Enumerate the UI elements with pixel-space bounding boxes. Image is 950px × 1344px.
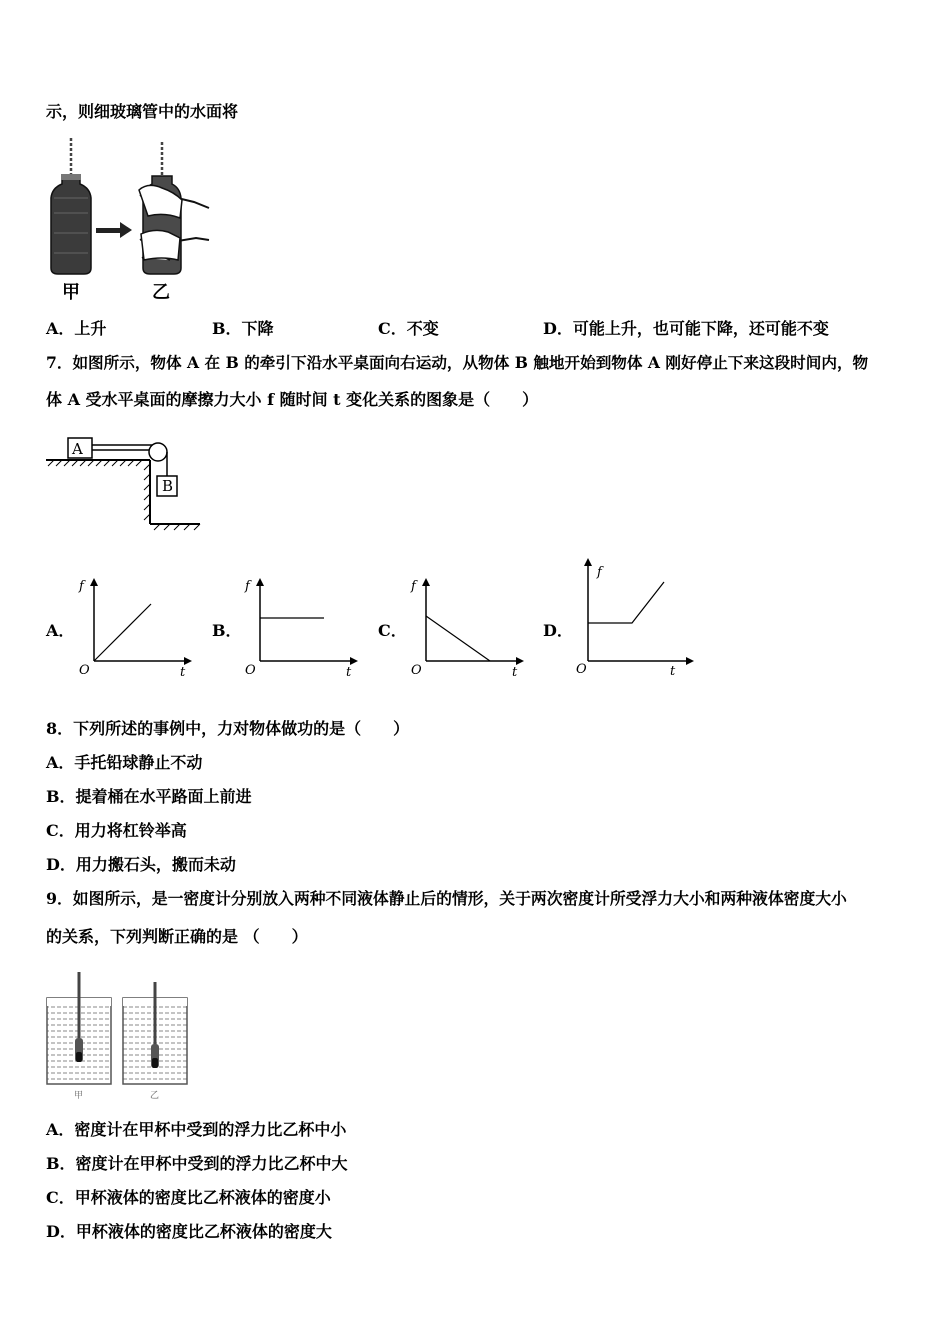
q9-option-c[interactable]: C．甲杯液体的密度比乙杯液体的密度小 bbox=[46, 1188, 331, 1207]
q8-option-b[interactable]: B．提着桶在水平路面上前进 bbox=[46, 787, 252, 806]
graph-c-origin: O bbox=[411, 663, 422, 678]
q7-stem-line1: 7．如图所示，物体 A 在 B 的牵引下沿水平桌面向右运动，从物体 B 触地开始到物体 A 刚好停止下来这段时间内，物 bbox=[46, 353, 869, 372]
q7-stem-line2: 体 A 受水平桌面的摩擦力大小 f 随时间 t 变化关系的图象是（ ） bbox=[46, 390, 539, 409]
q9-stem-line2: 的关系，下列判断正确的是 （ ） bbox=[46, 927, 308, 946]
graph-c-y-label: f bbox=[411, 579, 416, 594]
q9-option-b[interactable]: B．密度计在甲杯中受到的浮力比乙杯中大 bbox=[46, 1154, 348, 1173]
beaker-yi bbox=[123, 982, 187, 1084]
q8-option-a[interactable]: A．手托铅球静止不动 bbox=[46, 753, 203, 772]
q6-option-d[interactable]: D．可能上升，也可能下降，还可能不变 bbox=[543, 319, 829, 338]
fig-label-jia: 甲 bbox=[62, 282, 80, 303]
q9-option-d[interactable]: D．甲杯液体的密度比乙杯液体的密度大 bbox=[46, 1222, 332, 1241]
block-b-label: B bbox=[162, 477, 174, 495]
arrow-icon bbox=[96, 222, 132, 238]
bottle-figure bbox=[44, 138, 224, 303]
q6-stem-tail: 示，则细玻璃管中的水面将 bbox=[46, 102, 239, 121]
block-a-label: A bbox=[72, 440, 83, 458]
q7-graph-label-b[interactable]: B． bbox=[212, 621, 242, 640]
q8-stem: 8．下列所述的事例中，力对物体做功的是（ ） bbox=[46, 719, 410, 738]
beaker-label-jia: 甲 bbox=[74, 1091, 84, 1101]
bottle-jia bbox=[51, 138, 91, 274]
graph-d-y-label: f bbox=[597, 565, 602, 580]
graph-a-y-label: f bbox=[79, 579, 84, 594]
fig-label-yi: 乙 bbox=[152, 282, 170, 303]
graph-b-y-label: f bbox=[245, 579, 250, 594]
q7-graph-label-c[interactable]: C． bbox=[378, 621, 407, 640]
q6-option-b[interactable]: B．下降 bbox=[212, 319, 274, 338]
q6-option-c[interactable]: C．不变 bbox=[378, 319, 439, 338]
graph-b-origin: O bbox=[245, 663, 256, 678]
q6-option-a[interactable]: A．上升 bbox=[46, 319, 107, 338]
graph-c-x-label: t bbox=[512, 665, 518, 680]
graph-d-origin: O bbox=[576, 662, 587, 677]
q9-option-a[interactable]: A．密度计在甲杯中受到的浮力比乙杯中小 bbox=[46, 1120, 347, 1139]
hydrometer-figure bbox=[45, 968, 195, 1098]
pulley-figure bbox=[46, 436, 206, 536]
q8-option-d[interactable]: D．用力搬石头，搬而未动 bbox=[46, 855, 236, 874]
beaker-jia bbox=[47, 972, 111, 1084]
graph-a[interactable] bbox=[76, 576, 186, 680]
graph-a-origin: O bbox=[79, 663, 90, 678]
q7-graph-label-d[interactable]: D． bbox=[543, 621, 573, 640]
q8-option-c[interactable]: C．用力将杠铃举高 bbox=[46, 821, 187, 840]
graph-d[interactable] bbox=[574, 556, 704, 679]
graph-c[interactable] bbox=[408, 576, 518, 680]
q7-graph-label-a[interactable]: A． bbox=[46, 621, 75, 640]
beaker-label-yi: 乙 bbox=[150, 1091, 160, 1101]
graph-a-x-label: t bbox=[180, 665, 186, 680]
q9-stem-line1: 9．如图所示，是一密度计分别放入两种不同液体静止后的情形，关于两次密度计所受浮力大小和两种液体密度大小 bbox=[46, 889, 847, 908]
graph-d-x-label: t bbox=[670, 664, 676, 679]
graph-b-x-label: t bbox=[346, 665, 352, 680]
pulley-icon bbox=[149, 443, 167, 461]
graph-b[interactable] bbox=[242, 576, 352, 680]
bottle-yi bbox=[139, 142, 209, 274]
